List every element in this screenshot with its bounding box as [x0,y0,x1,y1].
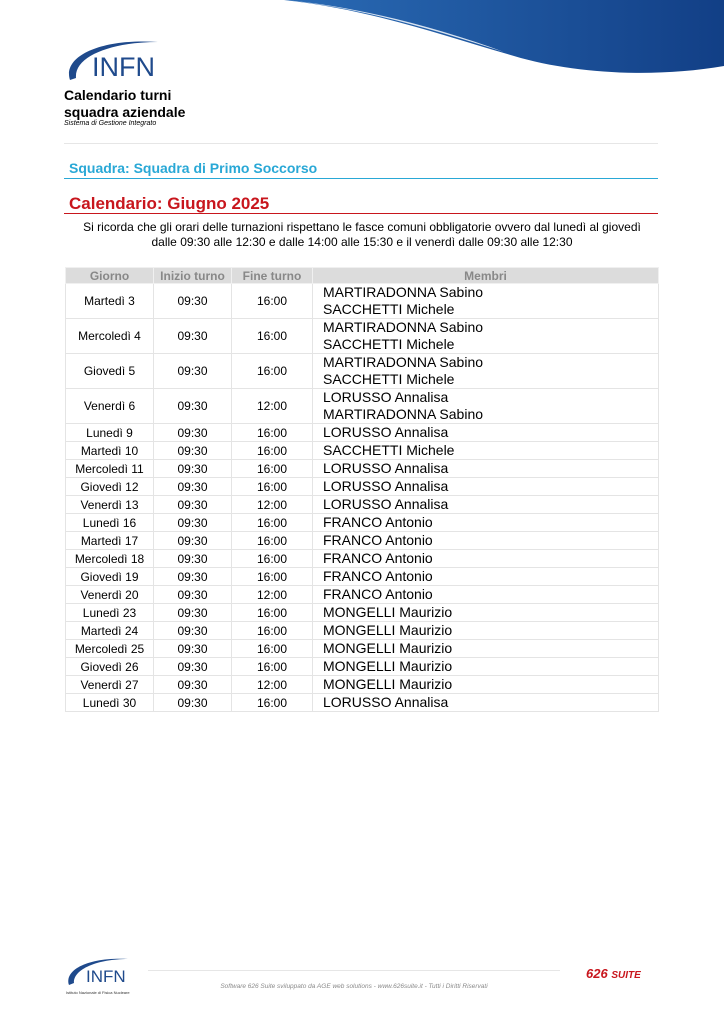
fine-cell: 16:00 [232,622,313,640]
giorno-cell: Venerdì 13 [66,496,154,514]
inizio-cell: 09:30 [154,478,232,496]
inizio-cell: 09:30 [154,319,232,354]
inizio-cell: 09:30 [154,496,232,514]
inizio-cell: 09:30 [154,568,232,586]
member-name: SACCHETTI Michele [323,301,455,317]
giorno-cell: Venerdì 20 [66,586,154,604]
table-header-row [66,268,659,284]
inizio-cell: 09:30 [154,424,232,442]
giorno-cell: Venerdì 27 [66,676,154,694]
giorno-cell: Giovedì 12 [66,478,154,496]
table-row [66,658,659,676]
fine-cell: 16:00 [232,354,313,389]
table-row [66,622,659,640]
fine-cell: 16:00 [232,319,313,354]
membri-cell [313,586,659,604]
calendar-underline [64,213,658,214]
membri-cell [313,284,659,319]
member-name: MONGELLI Maurizio [323,640,453,656]
table-row [66,568,659,586]
member-name: MARTIRADONNA Sabino [323,406,484,422]
schedule-notice [70,220,654,250]
document-subtitle: Sistema di Gestione Integrato [64,120,157,127]
inizio-cell: 09:30 [154,550,232,568]
infn-logo-text: INFN [92,52,155,82]
footer-copyright: Software 626 Suite sviluppato da AGE web solutions - www.626suite.it - Tutti i Diritti Riservati [220,983,488,990]
fine-cell: 12:00 [232,586,313,604]
member-name: SACCHETTI Michele [323,371,455,387]
giorno-cell: Giovedì 19 [66,568,154,586]
inizio-cell: 09:30 [154,676,232,694]
table-row [66,586,659,604]
document-title [64,87,185,121]
member-name: MONGELLI Maurizio [323,604,453,620]
fine-cell: 16:00 [232,640,313,658]
fine-cell: 16:00 [232,514,313,532]
header-fine-turno: Fine turno [232,268,313,284]
membri-cell [313,694,659,712]
header-inizio-turno: Inizio turno [154,268,232,284]
inizio-cell: 09:30 [154,514,232,532]
membri-cell [313,550,659,568]
suite-logo-number: 626 [586,966,608,981]
member-name: LORUSSO Annalisa [323,478,449,494]
member-name: MARTIRADONNA Sabino [323,319,484,335]
fine-cell: 16:00 [232,550,313,568]
table-row [66,460,659,478]
inizio-cell: 09:30 [154,640,232,658]
footer-institute-name: Istituto Nazionale di Fisica Nucleare [66,990,130,995]
membri-cell [313,424,659,442]
fine-cell: 16:00 [232,284,313,319]
giorno-cell: Mercoledì 25 [66,640,154,658]
calendar-title: Calendario: Giugno 2025 [69,194,270,213]
giorno-cell: Martedì 10 [66,442,154,460]
table-row [66,389,659,424]
table-row [66,532,659,550]
giorno-cell: Mercoledì 4 [66,319,154,354]
table-row [66,514,659,532]
fine-cell: 12:00 [232,676,313,694]
table-row [66,496,659,514]
header-wave-decoration [284,0,724,80]
inizio-cell: 09:30 [154,658,232,676]
giorno-cell: Venerdì 6 [66,389,154,424]
table-row [66,694,659,712]
inizio-cell: 09:30 [154,460,232,478]
document-title-line2: squadra aziendale [64,104,186,120]
inizio-cell: 09:30 [154,442,232,460]
member-name: LORUSSO Annalisa [323,496,449,512]
giorno-cell: Lunedì 16 [66,514,154,532]
member-name: LORUSSO Annalisa [323,389,449,405]
footer-infn-logo [64,955,136,997]
header-divider [64,143,658,144]
table-row [66,640,659,658]
fine-cell: 12:00 [232,389,313,424]
notice-line-1: Si ricorda che gli orari delle turnazioni rispettano le fasce comuni obbligatorie ovvero dal lunedì al giovedì [83,220,641,234]
inizio-cell: 09:30 [154,604,232,622]
table-row [66,550,659,568]
table-row [66,478,659,496]
membri-cell [313,442,659,460]
footer-logo-text: INFN [86,967,126,986]
fine-cell: 16:00 [232,424,313,442]
suite-logo-word: SUITE [611,970,641,981]
fine-cell: 16:00 [232,442,313,460]
table-body [66,284,659,712]
squadra-label: Squadra: Squadra di Primo Soccorso [69,160,318,176]
inizio-cell: 09:30 [154,354,232,389]
fine-cell: 16:00 [232,568,313,586]
membri-cell [313,514,659,532]
membri-cell [313,389,659,424]
membri-cell [313,604,659,622]
table-row [66,676,659,694]
giorno-cell: Martedì 17 [66,532,154,550]
member-name: LORUSSO Annalisa [323,424,449,440]
giorno-cell: Giovedì 26 [66,658,154,676]
membri-cell [313,640,659,658]
member-name: MONGELLI Maurizio [323,676,453,692]
member-name: LORUSSO Annalisa [323,460,449,476]
member-name: FRANCO Antonio [323,568,433,584]
membri-cell [313,676,659,694]
member-name: MONGELLI Maurizio [323,622,453,638]
giorno-cell: Lunedì 30 [66,694,154,712]
fine-cell: 16:00 [232,694,313,712]
header-giorno: Giorno [66,268,154,284]
header-membri: Membri [313,268,659,284]
member-name: MARTIRADONNA Sabino [323,284,484,300]
giorno-cell: Lunedì 9 [66,424,154,442]
fine-cell: 16:00 [232,604,313,622]
membri-cell [313,496,659,514]
table-row [66,319,659,354]
626-suite-logo [586,966,641,981]
member-name: FRANCO Antonio [323,550,433,566]
member-name: MARTIRADONNA Sabino [323,354,484,370]
footer-divider [148,970,560,971]
fine-cell: 16:00 [232,532,313,550]
fine-cell: 16:00 [232,460,313,478]
member-name: MONGELLI Maurizio [323,658,453,674]
member-name: FRANCO Antonio [323,514,433,530]
member-name: SACCHETTI Michele [323,442,455,458]
squadra-underline [64,178,658,179]
fine-cell: 16:00 [232,478,313,496]
inizio-cell: 09:30 [154,389,232,424]
membri-cell [313,354,659,389]
membri-cell [313,532,659,550]
infn-logo [62,36,166,88]
table-row [66,442,659,460]
membri-cell [313,319,659,354]
inizio-cell: 09:30 [154,622,232,640]
membri-cell [313,622,659,640]
membri-cell [313,460,659,478]
membri-cell [313,478,659,496]
inizio-cell: 09:30 [154,586,232,604]
member-name: LORUSSO Annalisa [323,694,449,710]
giorno-cell: Mercoledì 11 [66,460,154,478]
giorno-cell: Martedì 24 [66,622,154,640]
table-row [66,604,659,622]
document-title-line1: Calendario turni [64,87,172,103]
shift-table [65,267,659,712]
membri-cell [313,658,659,676]
member-name: SACCHETTI Michele [323,336,455,352]
inizio-cell: 09:30 [154,532,232,550]
table-row [66,424,659,442]
giorno-cell: Martedì 3 [66,284,154,319]
fine-cell: 12:00 [232,496,313,514]
giorno-cell: Mercoledì 18 [66,550,154,568]
membri-cell [313,568,659,586]
inizio-cell: 09:30 [154,284,232,319]
table-row [66,284,659,319]
inizio-cell: 09:30 [154,694,232,712]
fine-cell: 16:00 [232,658,313,676]
giorno-cell: Lunedì 23 [66,604,154,622]
member-name: FRANCO Antonio [323,532,433,548]
member-name: FRANCO Antonio [323,586,433,602]
table-row [66,354,659,389]
notice-line-2: dalle 09:30 alle 12:30 e dalle 14:00 alle 15:30 e il venerdì dalle 09:30 alle 12:30 [151,235,573,249]
giorno-cell: Giovedì 5 [66,354,154,389]
